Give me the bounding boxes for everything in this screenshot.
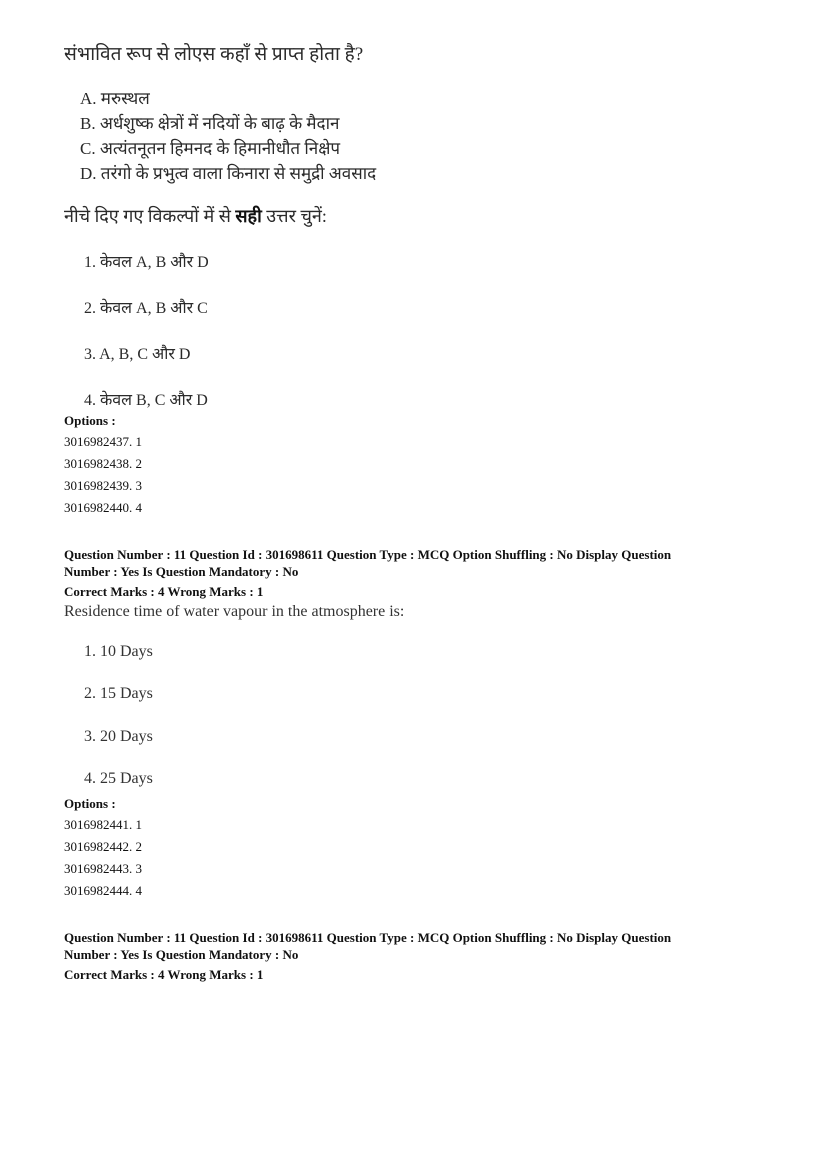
choice-4: 4. केवल B, C और D bbox=[84, 392, 208, 409]
statement-c: C. अत्यंतनूतन हिमनद के हिमानीधौत निक्षेप bbox=[80, 139, 341, 158]
option-id: 3016982441. 1 bbox=[64, 817, 142, 832]
choice-2: 2. 15 Days bbox=[84, 685, 153, 702]
option-id: 3016982443. 3 bbox=[64, 861, 142, 876]
question-text-hindi: संभावित रूप से लोएस कहाँ से प्राप्त होता है? bbox=[64, 44, 364, 65]
instruction-text bbox=[64, 204, 327, 228]
option-id: 3016982437. 1 bbox=[64, 434, 142, 449]
question-meta-line1: Question Number : 11 Question Id : 301698611 Question Type : MCQ Option Shuffling : No Display Question bbox=[64, 547, 672, 562]
statement-a: A. मरुस्थल bbox=[80, 89, 150, 108]
option-id: 3016982442. 2 bbox=[64, 839, 142, 854]
instruction-bold: सही bbox=[235, 206, 262, 226]
question-meta-line1: Question Number : 11 Question Id : 301698611 Question Type : MCQ Option Shuffling : No Display Question bbox=[64, 930, 672, 945]
choice-3: 3. 20 Days bbox=[84, 728, 153, 745]
option-id: 3016982444. 4 bbox=[64, 883, 142, 898]
options-label: Options : bbox=[64, 796, 116, 811]
choice-3: 3. A, B, C और D bbox=[84, 346, 191, 363]
instruction-post: उत्तर चुनें: bbox=[261, 206, 327, 226]
choice-1: 1. 10 Days bbox=[84, 643, 153, 660]
option-id: 3016982439. 3 bbox=[64, 478, 142, 493]
question-meta-line2: Number : Yes Is Question Mandatory : No bbox=[64, 947, 299, 962]
question-marks: Correct Marks : 4 Wrong Marks : 1 bbox=[64, 584, 264, 599]
question-marks: Correct Marks : 4 Wrong Marks : 1 bbox=[64, 967, 264, 982]
choice-4: 4. 25 Days bbox=[84, 770, 153, 787]
choice-1: 1. केवल A, B और D bbox=[84, 254, 209, 271]
statement-d: D. तरंगो के प्रभुत्व वाला किनारा से समुद्री अवसाद bbox=[80, 164, 377, 183]
statement-b: B. अर्धशुष्क क्षेत्रों में नदियों के बाढ़ के मैदान bbox=[80, 114, 340, 133]
option-id: 3016982440. 4 bbox=[64, 500, 142, 515]
question-text-english: Residence time of water vapour in the atmosphere is: bbox=[64, 603, 405, 620]
instruction-pre: नीचे दिए गए विकल्पों में से bbox=[64, 206, 236, 226]
question-meta-line2: Number : Yes Is Question Mandatory : No bbox=[64, 564, 299, 579]
choice-2: 2. केवल A, B और C bbox=[84, 300, 208, 317]
option-id: 3016982438. 2 bbox=[64, 456, 142, 471]
options-label: Options : bbox=[64, 413, 116, 428]
